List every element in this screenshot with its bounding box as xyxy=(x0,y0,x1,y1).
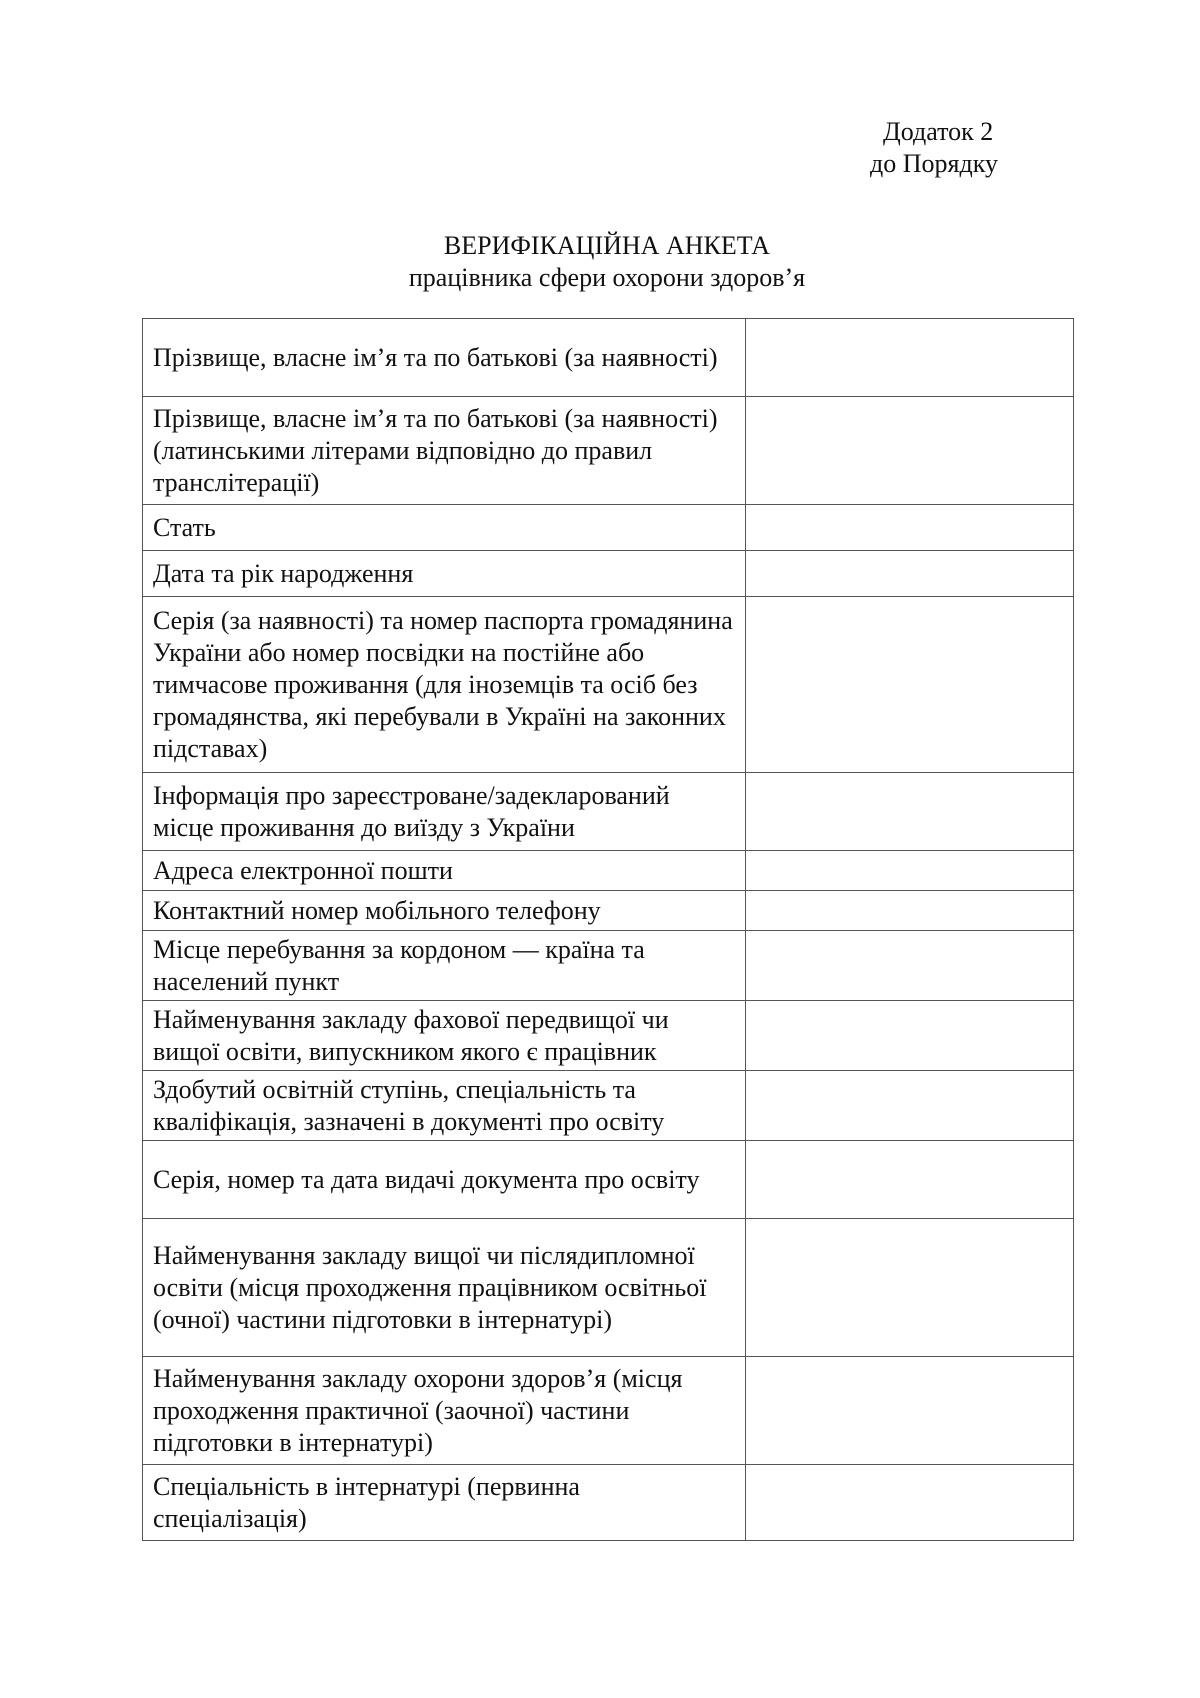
field-label: Прізвище, власне ім’я та по батькові (за наявності) (латинськими літерами відповідно до правил транслітерації) xyxy=(143,397,746,505)
field-label: Серія, номер та дата видачі документа про освіту xyxy=(143,1141,746,1219)
field-label: Найменування закладу охорони здоров’я (місця проходження практичної (заочної) частини підготовки в інтернатурі) xyxy=(143,1357,746,1465)
form-row xyxy=(143,1219,1074,1357)
field-label: Стать xyxy=(143,505,746,551)
field-value-cell[interactable] xyxy=(746,773,1074,851)
field-label: Адреса електронної пошти xyxy=(143,851,746,891)
form-row xyxy=(143,551,1074,597)
field-value-cell[interactable] xyxy=(746,1071,1074,1141)
appendix-reference: до Порядку xyxy=(870,149,998,178)
field-value-cell[interactable] xyxy=(746,1357,1074,1465)
field-value-cell[interactable] xyxy=(746,851,1074,891)
field-label: Прізвище, власне ім’я та по батькові (за наявності) xyxy=(143,319,746,397)
field-label: Місце перебування за кордоном — країна та населений пункт xyxy=(143,931,746,1001)
form-row xyxy=(143,851,1074,891)
field-value-cell[interactable] xyxy=(746,597,1074,773)
field-value-cell[interactable] xyxy=(746,505,1074,551)
field-label: Найменування закладу фахової передвищої чи вищої освіти, випускником якого є працівник xyxy=(143,1001,746,1071)
field-label: Контактний номер мобільного телефону xyxy=(143,891,746,931)
field-label: Найменування закладу вищої чи післядипломної освіти (місця проходження працівником освітньої (очної) частини підготовки в інтернатурі) xyxy=(143,1219,746,1357)
field-value-cell[interactable] xyxy=(746,1141,1074,1219)
field-value-cell[interactable] xyxy=(746,397,1074,505)
form-row xyxy=(143,597,1074,773)
field-value-cell[interactable] xyxy=(746,1219,1074,1357)
field-value-cell[interactable] xyxy=(746,891,1074,931)
form-row xyxy=(143,1465,1074,1541)
field-label: Дата та рік народження xyxy=(143,551,746,597)
field-label: Серія (за наявності) та номер паспорта громадянина України або номер посвідки на постійне або тимчасове проживання (для іноземців та осіб без громадянства, які перебували в Україні на законних підставах) xyxy=(143,597,746,773)
field-label: Здобутий освітній ступінь, спеціальність та кваліфікація, зазначені в документі про освіту xyxy=(143,1071,746,1141)
form-row xyxy=(143,1141,1074,1219)
field-value-cell[interactable] xyxy=(746,931,1074,1001)
field-value-cell[interactable] xyxy=(746,551,1074,597)
form-row xyxy=(143,1071,1074,1141)
field-label: Інформація про зареєстроване/задекларований місце проживання до виїзду з України xyxy=(143,773,746,851)
form-row xyxy=(143,931,1074,1001)
form-row xyxy=(143,773,1074,851)
appendix-note xyxy=(870,116,1110,180)
appendix-number: Додаток 2 xyxy=(883,117,994,146)
verification-form-table xyxy=(142,318,1074,1541)
field-label: Спеціальність в інтернатурі (первинна спеціалізація) xyxy=(143,1465,746,1541)
form-row xyxy=(143,891,1074,931)
form-row xyxy=(143,1001,1074,1071)
form-row xyxy=(143,319,1074,397)
field-value-cell[interactable] xyxy=(746,1001,1074,1071)
field-value-cell[interactable] xyxy=(746,319,1074,397)
form-row xyxy=(143,397,1074,505)
field-value-cell[interactable] xyxy=(746,1465,1074,1541)
form-row xyxy=(143,1357,1074,1465)
document-subtitle: працівника сфери охорони здоров’я xyxy=(408,263,806,292)
document-title: ВЕРИФІКАЦІЙНА АНКЕТА xyxy=(443,231,771,260)
form-row xyxy=(143,505,1074,551)
